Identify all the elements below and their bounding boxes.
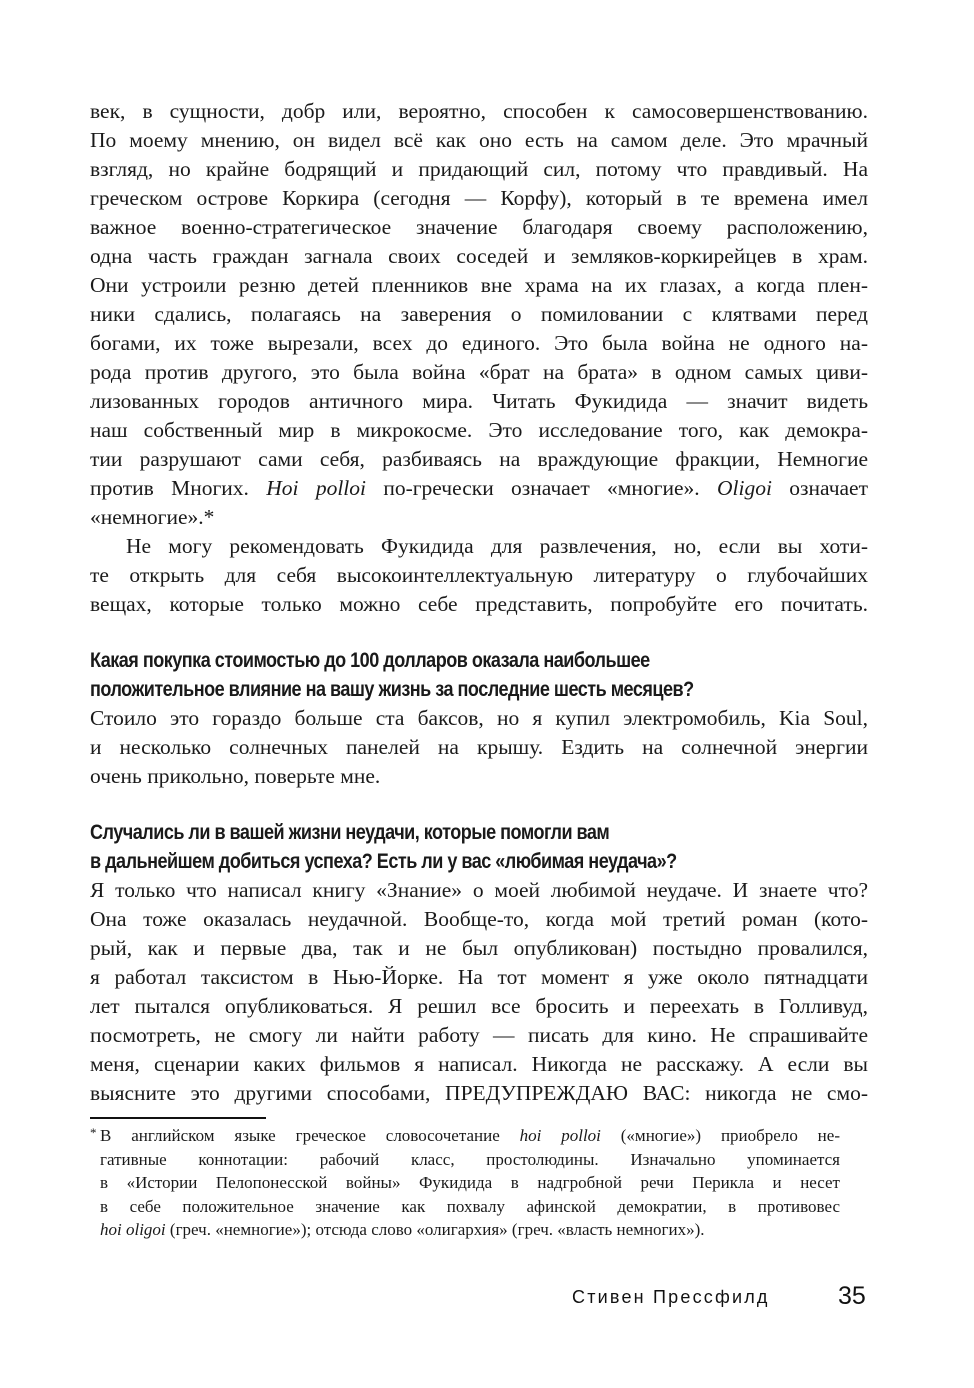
answer-line: Она тоже оказалась неудачной. Вообще-то, когда мой третий роман (кото- xyxy=(90,907,868,931)
answer-line: я работал таксистом в Нью-Йорке. На тот момент я уже около пятнадцати xyxy=(90,965,868,989)
body-line-with-italics xyxy=(90,474,868,503)
body-line: Не могу рекомендовать Фукидида для развлечения, но, если вы хоти- xyxy=(126,534,868,558)
answer-line: Стоило это гораздо больше ста баксов, но я купил электромобиль, Kia Soul, xyxy=(90,706,868,730)
footnote-marker: * xyxy=(90,1125,97,1140)
question-heading: положительное влияние на вашу жизнь за последние шесть месяцев? xyxy=(90,678,694,701)
running-footer-author: Стивен Прессфилд xyxy=(572,1287,770,1307)
footnote-divider xyxy=(90,1117,266,1119)
answer-line: меня, сценарии каких фильмов я написал. Никогда не расскажу. А если вы xyxy=(90,1052,868,1076)
body-line: греческом острове Коркира (сегодня — Корфу), который в те времена имел xyxy=(90,186,868,210)
text-run: («многие») приобрело не- xyxy=(600,1126,840,1145)
italic-term-hoi-oligoi: hoi oligoi xyxy=(100,1220,166,1239)
italic-term-oligoi: Oligoi xyxy=(717,476,772,500)
answer-line: выясните это другими способами, ПРЕДУПРЕЖДАЮ ВАС: никогда не смо- xyxy=(90,1081,868,1105)
text-run: означает xyxy=(771,476,868,500)
body-line: ники сдались, полагаясь на заверения о помиловании с клятвами перед xyxy=(90,302,868,326)
question-heading: Какая покупка стоимостью до 100 долларов оказала наибольшее xyxy=(90,649,650,672)
answer-line: и несколько солнечных панелей на крышу. Ездить на солнечной энергии xyxy=(90,735,868,759)
footnote-line xyxy=(90,1124,840,1148)
text-run: В английском языке греческое словосочетание xyxy=(100,1126,520,1145)
footnote-line: в «Истории Пелопонесской войны» Фукидида в надгробной речи Перикла и несет xyxy=(100,1173,840,1192)
body-line: наш собственный мир в микрокосме. Это исследование того, как демокра- xyxy=(90,418,868,442)
body-line: лизованных городов античного мира. Читать Фукидида — значит видеть xyxy=(90,389,868,413)
body-line: те открыть для себя высокоинтеллектуальную литературу о глубочайших xyxy=(90,563,868,587)
body-line: По моему мнению, он видел всё как оно есть на самом деле. Это мрачный xyxy=(90,128,868,152)
answer-line: посмотреть, не смогу ли найти работу — писать для кино. Не спрашивайте xyxy=(90,1023,868,1047)
body-line: вещах, которые только можно себе представить, попробуйте его почитать. xyxy=(90,592,868,616)
footnote-line: гативные коннотации: рабочий класс, простолюдины. Изначально упоминается xyxy=(100,1149,840,1169)
body-line: взгляд, но крайне бодрящий и придающий сил, потому что правдивый. На xyxy=(90,157,868,181)
body-line-with-footnote-ref: «немногие».* xyxy=(90,505,215,529)
italic-term-hoi-polloi: hoi polloi xyxy=(519,1126,601,1145)
page-number: 35 xyxy=(838,1282,866,1310)
question-heading: в дальнейшем добиться успеха? Есть ли у вас «любимая неудача»? xyxy=(90,850,677,873)
footnote-line xyxy=(100,1218,840,1242)
body-line: рода против другого, это была война «брат на брата» в одном самых циви- xyxy=(90,360,868,384)
answer-line: лет пытался опубликоваться. Я решил все бросить и переехать в Голливуд, xyxy=(90,994,868,1018)
body-line: одна часть граждан загнала своих соседей и земляков-коркирейцев в храм. xyxy=(90,244,868,268)
answer-line: Я только что написал книгу «Знание» о моей любимой неудаче. И знаете что? xyxy=(90,878,868,902)
text-run: (греч. «немногие»); отсюда слово «олигархия» (греч. «власть немногих»). xyxy=(165,1220,705,1239)
italic-term-hoi-polloi: Hoi polloi xyxy=(266,476,366,500)
answer-line: очень прикольно, поверьте мне. xyxy=(90,764,381,788)
body-line: век, в сущности, добр или, вероятно, способен к самосовершенствованию. xyxy=(90,99,868,123)
body-line: тии разрушают сами себя, разбиваясь на враждующие фракции, Немногие xyxy=(90,447,868,471)
answer-line: рый, как и первые два, так и не был опубликован) постыдно провалился, xyxy=(90,936,868,960)
footnote-line: в себе положительное значение как похвалу афинской демократии, в противовес xyxy=(100,1196,840,1216)
text-run: по-гречески означает «многие». xyxy=(366,476,717,500)
body-line: богами, их тоже вырезали, всех до единого. Это была война не одного на- xyxy=(90,331,868,355)
text-run: против Многих. xyxy=(90,476,267,500)
body-line: важное военно-стратегическое значение благодаря своему расположению, xyxy=(90,215,868,239)
question-heading: Случались ли в вашей жизни неудачи, которые помогли вам xyxy=(90,821,610,844)
body-line: Они устроили резню детей пленников вне храма на их глазах, а когда плен- xyxy=(90,273,868,297)
